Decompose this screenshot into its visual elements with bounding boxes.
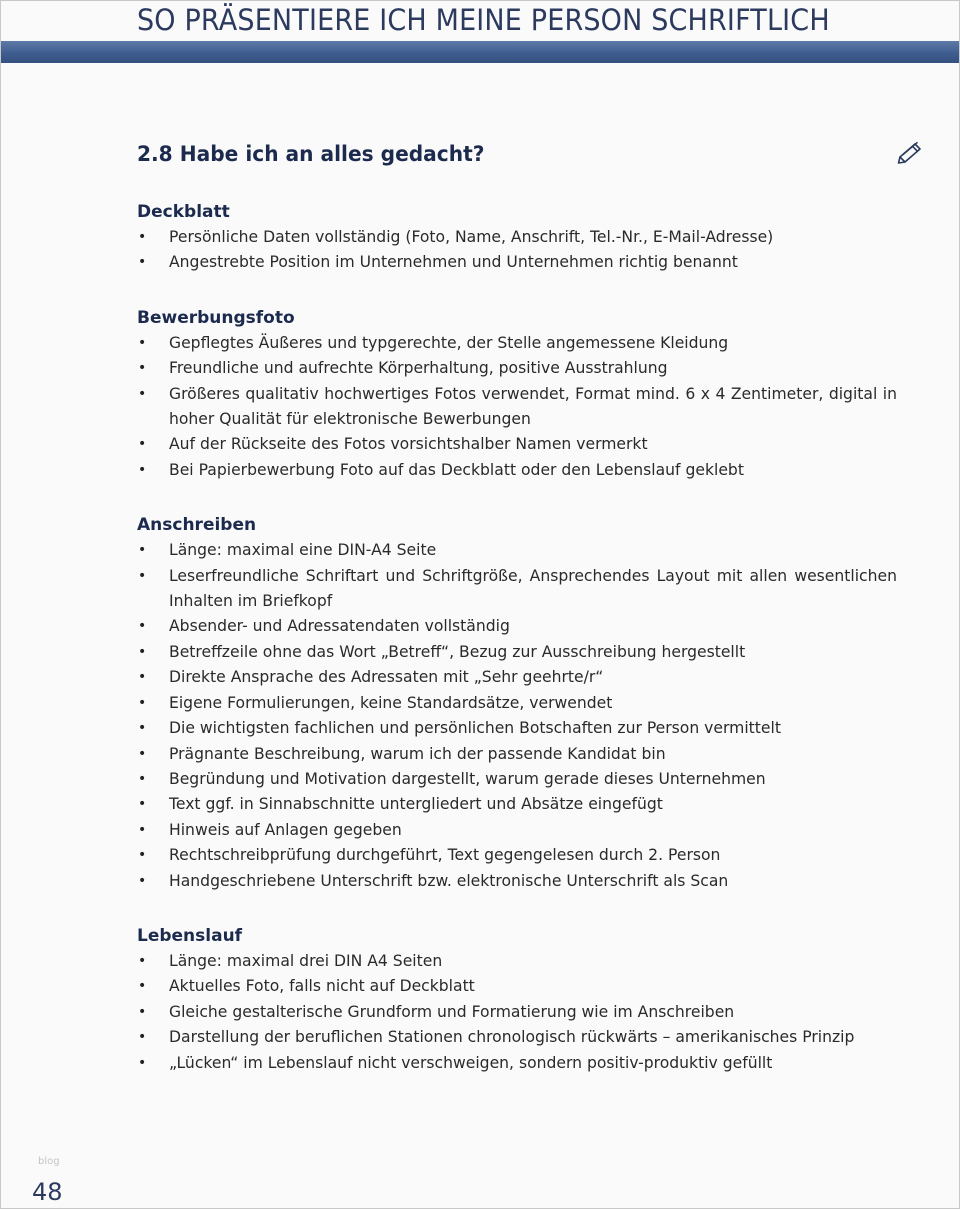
bullet-icon: • xyxy=(138,618,147,635)
list-item-text: Leserfreundliche Schriftart und Schriftgröße, Ansprechendes Layout mit allen wesentlichen Inhalten im Briefkopf xyxy=(169,566,897,611)
list-item-text: Bei Papierbewerbung Foto auf das Deckblatt oder den Lebenslauf geklebt xyxy=(169,460,744,479)
list-item-text: Absender- und Adressatendaten vollständig xyxy=(169,617,510,636)
checklist-block xyxy=(137,513,897,894)
list-item xyxy=(137,564,897,615)
list-item xyxy=(137,974,897,999)
list-item xyxy=(137,1025,897,1050)
page-number: 48 xyxy=(32,1178,63,1206)
list-item xyxy=(137,382,897,433)
checklist-content xyxy=(137,142,897,1106)
list-item xyxy=(137,691,897,716)
list-item-text: Länge: maximal eine DIN-A4 Seite xyxy=(169,541,437,560)
list-item-text: Betreffzeile ohne das Wort „Betreff“, Bezug zur Ausschreibung hergestellt xyxy=(169,642,746,661)
block-title: Deckblatt xyxy=(137,202,230,222)
bullet-icon: • xyxy=(138,821,147,838)
list-item-text: Länge: maximal drei DIN A4 Seiten xyxy=(169,951,443,970)
list-item-text: Handgeschriebene Unterschrift bzw. elektronische Unterschrift als Scan xyxy=(169,871,729,890)
bullet-icon: • xyxy=(138,952,147,969)
list-item xyxy=(137,458,897,483)
bullet-icon: • xyxy=(138,567,147,584)
bullet-icon: • xyxy=(138,720,147,737)
list-item xyxy=(137,250,897,275)
block-title: Bewerbungsfoto xyxy=(137,307,295,328)
list-item xyxy=(137,869,897,894)
bullet-icon: • xyxy=(138,669,147,686)
bullet-list xyxy=(137,949,897,1076)
list-item-text: Auf der Rückseite des Fotos vorsichtshalber Namen vermerkt xyxy=(169,435,648,454)
list-item-text: Hinweis auf Anlagen gegeben xyxy=(169,820,402,839)
bullet-icon: • xyxy=(138,745,147,762)
list-item xyxy=(137,767,897,792)
list-item-text: „Lücken“ im Lebenslauf nicht verschweigen, sondern positiv-produktiv gefüllt xyxy=(169,1053,773,1072)
bullet-icon: • xyxy=(138,254,147,271)
list-item xyxy=(137,716,897,741)
list-item-text: Freundliche und aufrechte Körperhaltung, positive Ausstrahlung xyxy=(169,359,668,378)
pencil-icon xyxy=(897,140,923,164)
list-item xyxy=(137,640,897,665)
block-title: Anschreiben xyxy=(137,515,257,536)
list-item xyxy=(137,818,897,843)
list-item-text: Aktuelles Foto, falls nicht auf Deckblatt xyxy=(169,977,475,996)
bullet-icon: • xyxy=(138,461,147,478)
list-item-text: Eigene Formulierungen, keine Standardsätze, verwendet xyxy=(169,693,613,712)
list-item xyxy=(137,1000,897,1025)
checklist-block xyxy=(137,924,897,1076)
list-item-text: Gleiche gestalterische Grundform und Formatierung wie im Anschreiben xyxy=(169,1002,735,1021)
bullet-list xyxy=(137,331,897,483)
list-item-text: Prägnante Beschreibung, warum ich der passende Kandidat bin xyxy=(169,744,666,763)
list-item-text: Angestrebte Position im Unternehmen und Unternehmen richtig benannt xyxy=(169,253,738,272)
block-title: Lebenslauf xyxy=(137,925,243,946)
list-item-text: Persönliche Daten vollständig (Foto, Name, Anschrift, Tel.-Nr., E-Mail-Adresse) xyxy=(169,228,774,246)
page-header-title: SO PRÄSENTIERE ICH MEINE PERSON SCHRIFTLICH xyxy=(137,3,830,37)
list-item xyxy=(137,949,897,974)
list-item xyxy=(137,742,897,767)
list-item-text: Rechtschreibprüfung durchgeführt, Text gegengelesen durch 2. Person xyxy=(169,846,721,865)
list-item xyxy=(137,792,897,817)
list-item-text: Die wichtigsten fachlichen und persönlichen Botschaften zur Person vermittelt xyxy=(169,719,781,738)
list-item-text: Direkte Ansprache des Adressaten mit „Sehr geehrte/r“ xyxy=(169,668,604,687)
bullet-icon: • xyxy=(138,542,147,559)
list-item xyxy=(137,1051,897,1076)
checklist-block xyxy=(137,306,897,483)
bullet-icon: • xyxy=(138,770,147,787)
bullet-icon: • xyxy=(138,643,147,660)
checklist-block xyxy=(137,200,897,276)
list-item-text: Begründung und Motivation dargestellt, warum gerade dieses Unternehmen xyxy=(169,769,766,788)
bullet-icon: • xyxy=(138,229,147,245)
list-item xyxy=(137,538,897,563)
checklist-blocks xyxy=(137,200,897,1076)
bullet-icon: • xyxy=(138,796,147,813)
list-item xyxy=(137,614,897,639)
list-item xyxy=(137,331,897,356)
bullet-icon: • xyxy=(138,847,147,864)
bullet-icon: • xyxy=(138,1054,147,1071)
list-item xyxy=(137,432,897,457)
bullet-icon: • xyxy=(138,360,147,377)
bullet-icon: • xyxy=(138,385,147,402)
section-heading: 2.8 Habe ich an alles gedacht? xyxy=(137,142,485,166)
list-item-text: Gepflegtes Äußeres und typgerechte, der Stelle angemessene Kleidung xyxy=(169,333,729,352)
bullet-icon: • xyxy=(138,872,147,889)
list-item xyxy=(137,225,897,250)
list-item-text: Text ggf. in Sinnabschnitte untergliedert und Absätze eingefügt xyxy=(169,795,663,814)
bullet-list xyxy=(137,538,897,894)
bullet-icon: • xyxy=(138,694,147,711)
watermark: blog xyxy=(38,1156,60,1167)
bullet-list xyxy=(137,225,897,276)
bullet-icon: • xyxy=(138,1003,147,1020)
bullet-icon: • xyxy=(138,1029,147,1046)
header-bar xyxy=(1,41,959,63)
list-item xyxy=(137,843,897,868)
bullet-icon: • xyxy=(138,978,147,995)
list-item xyxy=(137,356,897,381)
list-item-text: Größeres qualitativ hochwertiges Fotos verwendet, Format mind. 6 x 4 Zentimeter, digital in hoher Qualität für elektronische Bewerbungen xyxy=(169,384,897,429)
bullet-icon: • xyxy=(138,436,147,453)
list-item-text: Darstellung der beruflichen Stationen chronologisch rückwärts – amerikanisches Prinzip xyxy=(169,1028,855,1047)
bullet-icon: • xyxy=(138,334,147,351)
list-item xyxy=(137,665,897,690)
